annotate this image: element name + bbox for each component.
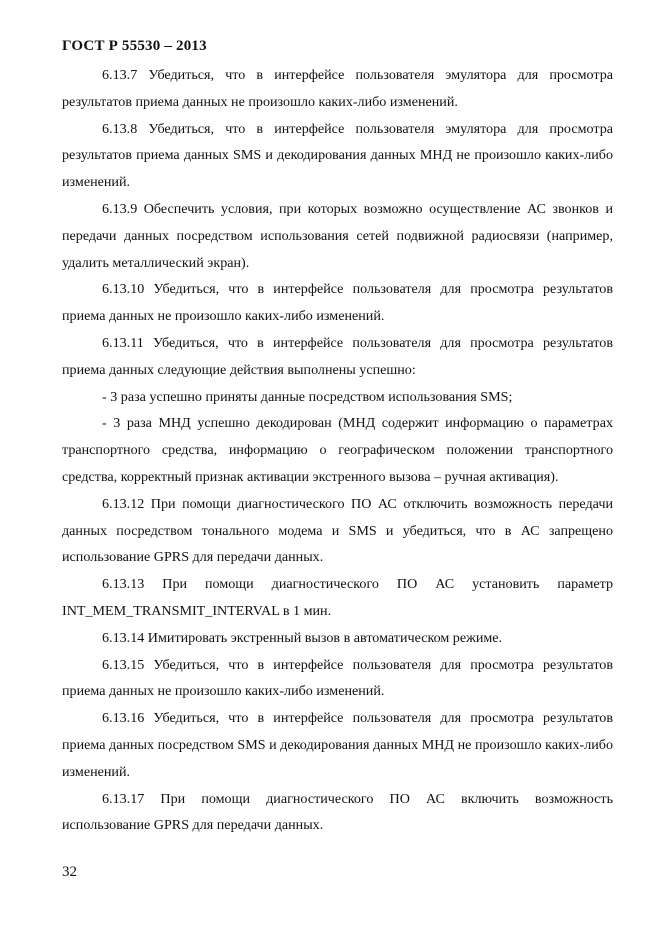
paragraph-6-13-7: 6.13.7 Убедиться, что в интерфейсе пользователя эмулятора для просмотра результатов приема данных не произошло каких-либо изменений. bbox=[62, 67, 613, 110]
paragraph-6-13-9: 6.13.9 Обеспечить условия, при которых возможно осуществление АС звонков и передачи данных посредством использования сетей подвижной радиосвязи (например, удалить металлический экран). bbox=[62, 200, 613, 271]
paragraph-6-13-11: 6.13.11 Убедиться, что в интерфейсе пользователя для просмотра результатов приема данных следующие действия выполнены успешно: bbox=[62, 334, 613, 378]
paragraph-6-13-16: 6.13.16 Убедиться, что в интерфейсе пользователя для просмотра результатов приема данных посредством SMS и декодирования данных МНД не произошло каких-либо изменений. bbox=[62, 710, 613, 780]
list-item-mnd: - 3 раза МНД успешно декодирован (МНД содержит информацию о параметрах транспортного средства, информацию о географическом положении транспортного средства, корректный признак активации экстренного вызова – ручная активация). bbox=[62, 415, 613, 485]
paragraph-6-13-13: 6.13.13 При помощи диагностического ПО АС установить параметр INT_MEM_TRANSMIT_INTERVAL в 1 мин. bbox=[62, 576, 613, 619]
document-header: ГОСТ Р 55530 – 2013 bbox=[62, 38, 207, 54]
paragraph-6-13-8: 6.13.8 Убедиться, что в интерфейсе пользователя эмулятора для просмотра результатов приема данных SMS и декодирования данных МНД не произошло каких-либо изменений. bbox=[62, 120, 613, 191]
paragraph-6-13-15: 6.13.15 Убедиться, что в интерфейсе пользователя для просмотра результатов приема данных не произошло каких-либо изменений. bbox=[62, 656, 613, 700]
paragraph-6-13-14: 6.13.14 Имитировать экстренный вызов в автоматическом режиме. bbox=[102, 629, 503, 646]
paragraph-6-13-12: 6.13.12 При помощи диагностического ПО АС отключить возможность передачи данных посредством тонального модема и SMS и убедиться, что в АС запрещено использование GPRS для передачи данных. bbox=[62, 495, 613, 566]
page-number: 32 bbox=[62, 864, 77, 880]
paragraph-6-13-17: 6.13.17 При помощи диагностического ПО АС включить возможность использование GPRS для передачи данных. bbox=[62, 790, 613, 834]
list-item-sms: - 3 раза успешно приняты данные посредством использования SMS; bbox=[102, 388, 513, 405]
paragraph-6-13-10: 6.13.10 Убедиться, что в интерфейсе пользователя для просмотра результатов приема данных не произошло каких-либо изменений. bbox=[62, 281, 613, 325]
document-body bbox=[62, 62, 613, 839]
